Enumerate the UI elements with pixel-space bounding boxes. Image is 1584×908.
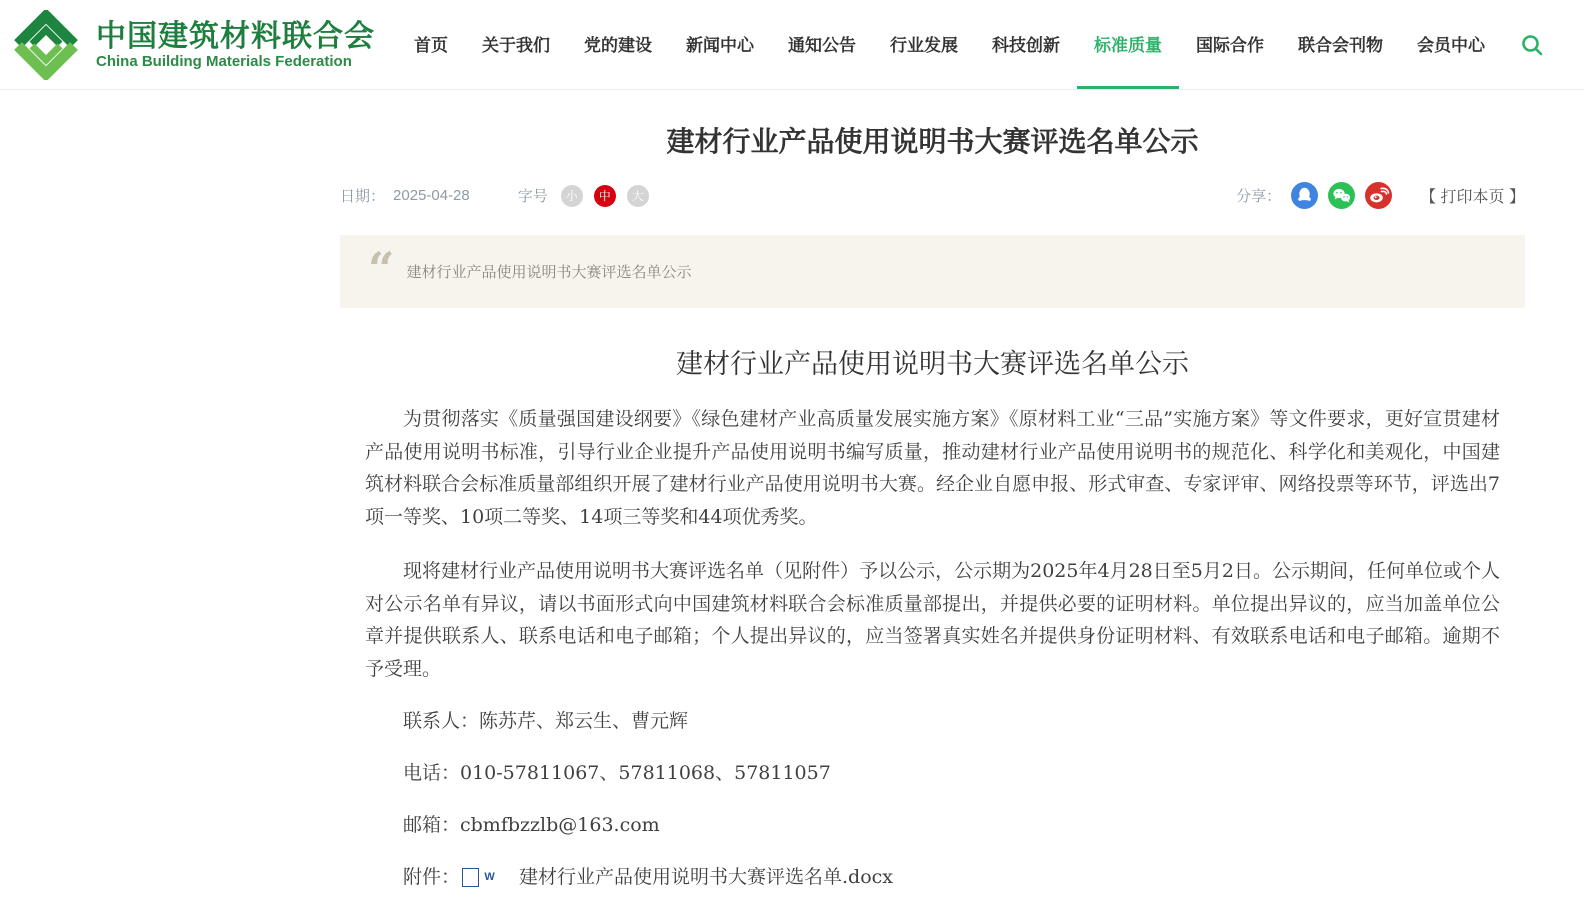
print-page-button[interactable]: 【 打印本页 】 [1420,189,1525,206]
quote-mark-icon: “ [368,242,395,296]
contact-person-line: 联系人：陈苏芹、郑云生、曹元辉 [403,710,689,733]
nav-item-federation-publications[interactable]: 联合会刊物 [1298,35,1383,55]
fontsize-small-button[interactable]: 小 [561,185,583,207]
fontsize-label: 字号 [517,188,548,205]
nav-item-industry-development[interactable]: 行业发展 [890,35,958,55]
contact-phone-line: 电话：010-57811067、57811068、57811057 [403,762,831,785]
fontsize-medium-button[interactable]: 中 [594,185,616,207]
meta-right [1236,182,1525,209]
article-page [340,120,1525,893]
logo-subtitle: China Building Materials Federation [96,52,352,70]
page-title: 建材行业产品使用说明书大赛评选名单公示 [666,126,1199,157]
fontsize-large-button[interactable]: 大 [627,185,649,207]
wechat-icon [1328,182,1355,209]
nav-item-party-building[interactable]: 党的建设 [584,35,652,55]
nav-item-member-center[interactable]: 会员中心 [1417,35,1485,55]
qq-share-button[interactable] [1291,182,1318,209]
search-button[interactable] [1520,0,1568,89]
qq-icon [1291,182,1318,209]
weibo-icon [1365,182,1392,209]
article-body-title: 建材行业产品使用说明书大赛评选名单公示 [676,349,1189,381]
logo-diamond-icon [10,10,82,80]
search-icon [1520,33,1544,57]
article-paragraph-2: 现将建材行业产品使用说明书大赛评选名单（见附件）予以公示，公示期为2025年4月28日至5月2日。公示期间，任何单位或个人对公示名单有异议，请以书面形式向中国建筑材料联合会标准质量部提出，并提供必要的证明材料。单位提出异议的，应当加盖单位公章并提供联系人、联系电话和电子邮箱；个人提出异议的，应当签署真实姓名并提供身份证明材料、有效联系电话和电子邮箱。逾期不予受理。 [365,560,1500,680]
article-summary-quote [340,235,1525,308]
attachment-line [365,861,1500,893]
date-label: 日期： [340,188,386,205]
word-document-icon: W [462,868,479,887]
wechat-share-button[interactable] [1328,182,1355,209]
nav-item-tech-innovation[interactable]: 科技创新 [992,35,1060,55]
nav-item-news-center[interactable]: 新闻中心 [686,35,754,55]
main-nav [397,0,1502,89]
article-paragraph-1: 为贯彻落实《质量强国建设纲要》《绿色建材产业高质量发展实施方案》《原材料工业“三品”实施方案》等文件要求，更好宣贯建材产品使用说明书标准，引导行业企业提升产品使用说明书编写质量，推动建材行业产品使用说明书的规范化、科学化和美观化，中国建筑材料联合会标准质量部组织开展了建材行业产品使用说明书大赛。经企业自愿申报、形式审查、专家评审、网络投票等环节，评选出7项一等奖、10项二等奖、14项三等奖和44项优秀奖。 [365,408,1500,528]
logo-text [96,20,375,70]
quote-text: 建材行业产品使用说明书大赛评选名单公示 [406,264,692,281]
attachment-label: 附件： [403,866,461,889]
date-value: 2025-04-28 [393,187,470,204]
weibo-share-button[interactable] [1365,182,1392,209]
logo-title: 中国建筑材料联合会 [96,19,375,53]
contact-email-line: 邮箱：cbmfbzzlb@163.com [403,814,660,837]
nav-item-about[interactable]: 关于我们 [482,35,550,55]
meta-left [340,185,649,207]
nav-item-home[interactable]: 首页 [414,35,448,55]
nav-item-standards-quality[interactable]: 标准质量 [1077,0,1179,89]
attachment-link[interactable]: 建材行业产品使用说明书大赛评选名单.docx [519,866,894,889]
share-label: 分享： [1236,188,1282,205]
site-logo[interactable] [10,0,375,89]
nav-item-international-cooperation[interactable]: 国际合作 [1196,35,1264,55]
site-header [0,0,1584,90]
article-body [340,342,1525,893]
nav-item-notices[interactable]: 通知公告 [788,35,856,55]
article-meta-row [340,182,1525,209]
